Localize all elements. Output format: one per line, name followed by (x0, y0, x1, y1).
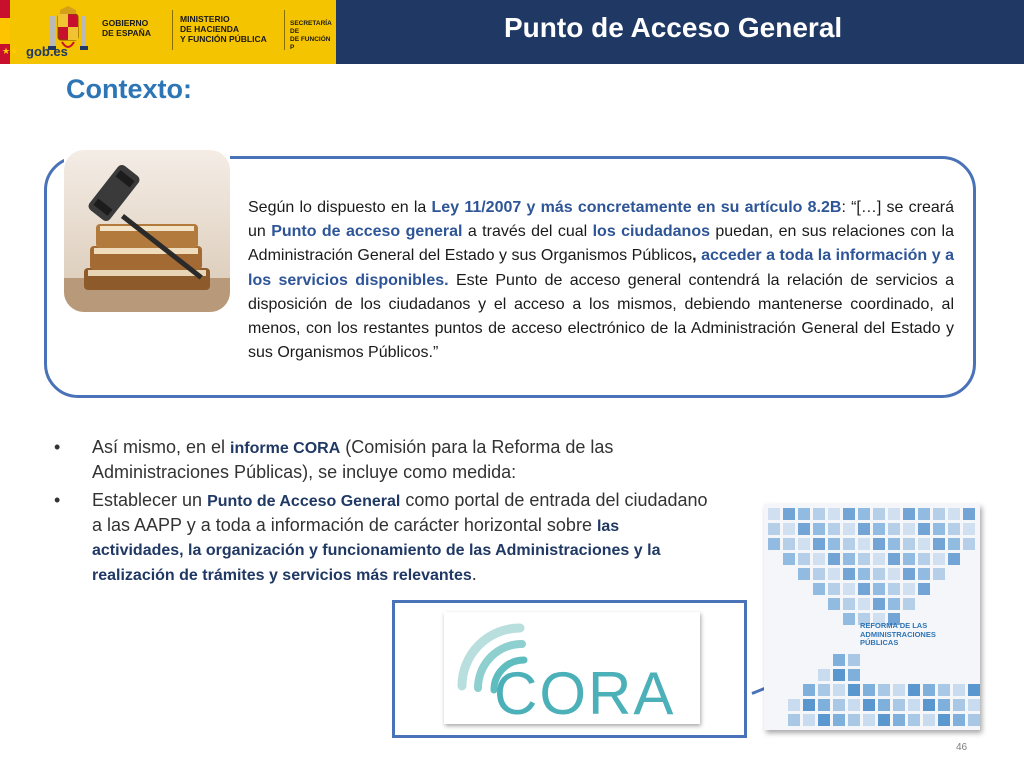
legal-quote: Según lo dispuesto en la Ley 11/2007 y más concretamente en su artículo 8.2B: “[…] se creará un Punto de acceso general a través del cual los ciudadanos puedan, en sus relaciones con la Administración General del Estado y sus Organismos Públicos, acceder a toda la información y a los servicios disponibles. Este Punto de acceso general contendrá la relación de servicios a disposición de los ciudadanos y el acceso a los mismos, debiendo mantenerse coordinado, al menos, con los restantes puntos de acceso electrónico de la Administración General del Estado y sus Organismos Públicos.” (248, 199, 955, 362)
section-title: Contexto: (66, 74, 192, 104)
gavel-image (64, 150, 230, 312)
secretaria-label: SECRETARÍA DE DE FUNCIÓN P (290, 20, 332, 51)
header-title: Punto de Acceso General (504, 12, 843, 43)
cora-waves-icon (444, 612, 700, 724)
page-number: 46 (956, 742, 968, 753)
header-bar (0, 0, 1024, 64)
gobierno-label: GOBIERNO DE ESPAÑA (102, 18, 151, 38)
law-reference: Ley 11/2007 y más concretamente en su artículo 8.2B (431, 199, 842, 216)
gob-es-label: gob.es (26, 44, 68, 59)
cora-wordmark: CORA (494, 660, 676, 724)
bullet-list (52, 436, 712, 592)
logo-divider (284, 10, 285, 50)
cora-report-cover (764, 504, 980, 730)
government-logo-block (0, 0, 336, 64)
cover-pattern (764, 504, 980, 730)
list-item: • Así mismo, en el informe CORA (Comisión para la Reforma de las Administraciones Públicas), se incluye como medida: (54, 437, 614, 482)
list-item: • Establecer un Punto de Acceso General como portal de entrada del ciudadano a las AAPP y a toda a información de carácter horizontal sobre las actividades, la organización y funcionamiento de las Administraciones y la realización de trámites y servicios más relevantes. (54, 490, 708, 584)
eu-stars-icon: ★★ (2, 46, 19, 56)
cora-logo (444, 612, 700, 724)
report-title: REFORMA DE LAS ADMINISTRACIONES PÚBLICAS (860, 621, 936, 647)
gavel-image-frame (64, 150, 230, 312)
ministerio-label: MINISTERIO DE HACIENDA Y FUNCIÓN PÚBLICA (180, 14, 267, 44)
logo-divider (172, 10, 173, 50)
bullet-icon: • (54, 490, 61, 510)
bullet-icon: • (54, 437, 61, 457)
